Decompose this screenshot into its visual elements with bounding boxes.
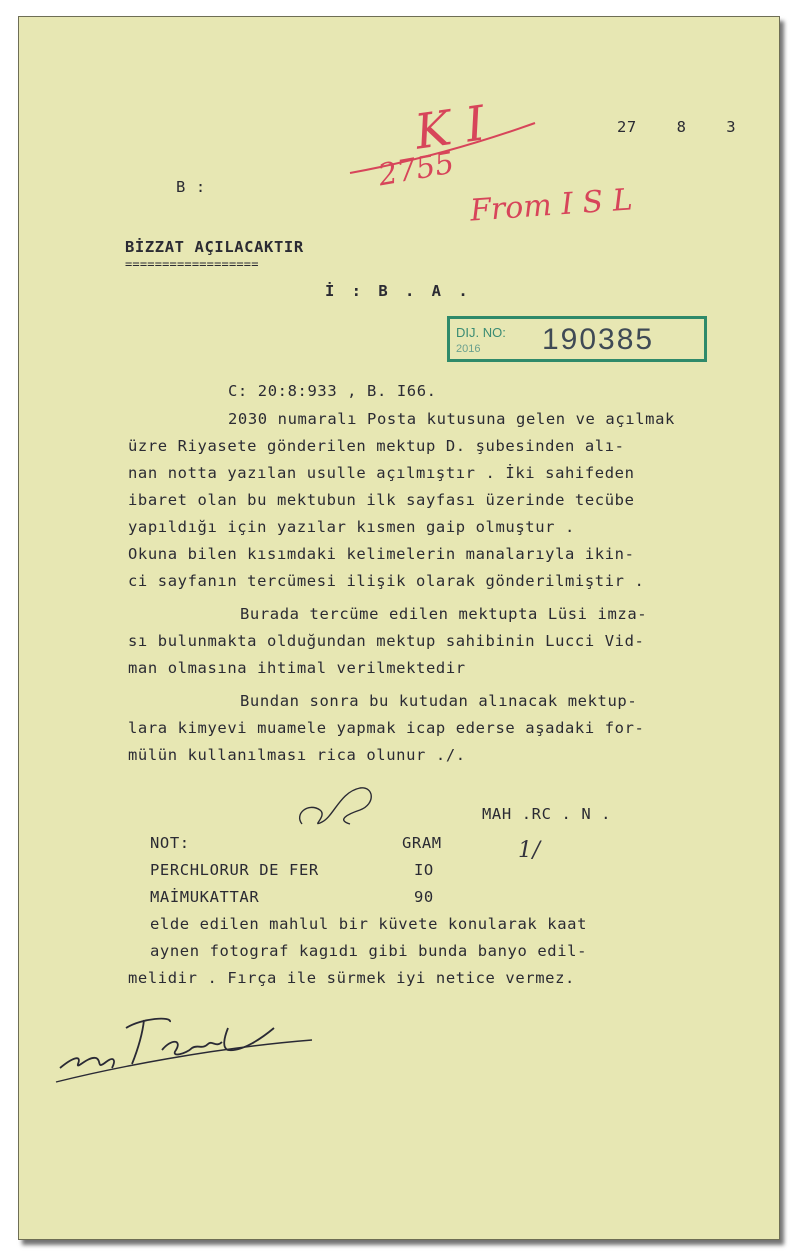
addressee: B : bbox=[176, 178, 206, 196]
closing-line-3: melidir . Fırça ile sürmek iyi netice vermez. bbox=[128, 969, 575, 987]
body-line-1: 2030 numaralı Posta kutusuna gelen ve açılmak bbox=[228, 410, 675, 428]
body-line-2: üzre Riyasete gönderilen mektup D. şubesinden alı- bbox=[128, 437, 625, 455]
mah-reference: MAH .RC . N . bbox=[482, 805, 612, 823]
stamp-label: DIJ. NO: bbox=[456, 325, 506, 340]
closing-line-2: aynen fotograf kagıdı gibi bunda banyo edil- bbox=[150, 942, 587, 960]
red-annotation-number: 2755 bbox=[375, 145, 457, 194]
body-line-10: man olmasına ihtimal verilmektedir bbox=[128, 659, 466, 677]
body-line-5: yapıldığı için yazılar kısmen gaip olmuştur . bbox=[128, 518, 575, 536]
document-date: 27 8 3 bbox=[617, 118, 737, 136]
formula-row-2-amount: 90 bbox=[414, 888, 434, 906]
body-line-13: mülün kullanılması rica olunur ./. bbox=[128, 746, 466, 764]
body-line-6: Okuna bilen kısımdaki kelimelerin manalarıyla ikin- bbox=[128, 545, 635, 563]
red-annotation-from: From I S L bbox=[468, 182, 634, 229]
digitization-stamp bbox=[447, 316, 707, 362]
body-line-8: Burada tercüme edilen mektupta Lüsi imza- bbox=[240, 605, 648, 623]
recipient: İ : B . A . bbox=[325, 282, 472, 300]
heading-underline: ================== bbox=[125, 257, 259, 271]
closing-line-1: elde edilen mahlul bir küvete konularak kaat bbox=[150, 915, 587, 933]
body-line-11: Bundan sonra bu kutudan alınacak mektup- bbox=[240, 692, 638, 710]
formula-header-unit: GRAM bbox=[402, 834, 442, 852]
heading-confidential: BİZZAT AÇILACAKTIR bbox=[125, 238, 304, 256]
handwritten-signature bbox=[52, 998, 322, 1088]
initials-signature bbox=[290, 780, 380, 840]
handwritten-number: 1/ bbox=[518, 838, 541, 863]
stamp-year: 2016 bbox=[456, 343, 481, 355]
body-line-12: lara kimyevi muamele yapmak icap ederse aşadaki for- bbox=[128, 719, 645, 737]
body-line-3: nan notta yazılan usulle açılmıştır . İki sahifeden bbox=[128, 464, 635, 482]
formula-row-1-amount: IO bbox=[414, 861, 434, 879]
body-line-9: sı bulunmakta olduğundan mektup sahibinin Lucci Vid- bbox=[128, 632, 645, 650]
formula-row-1-name: PERCHLORUR DE FER bbox=[150, 861, 319, 879]
body-line-7: ci sayfanın tercümesi ilişik olarak gönderilmiştir . bbox=[128, 572, 645, 590]
red-annotation-ki: K I bbox=[411, 95, 489, 161]
formula-row-2-name: MAİMUKATTAR bbox=[150, 888, 260, 906]
formula-header-label: NOT: bbox=[150, 834, 190, 852]
stamp-number: 190385 bbox=[542, 323, 655, 356]
body-line-4: ibaret olan bu mektubun ilk sayfası üzerinde tecübe bbox=[128, 491, 635, 509]
reference-line: C: 20:8:933 , B. I66. bbox=[228, 382, 437, 400]
